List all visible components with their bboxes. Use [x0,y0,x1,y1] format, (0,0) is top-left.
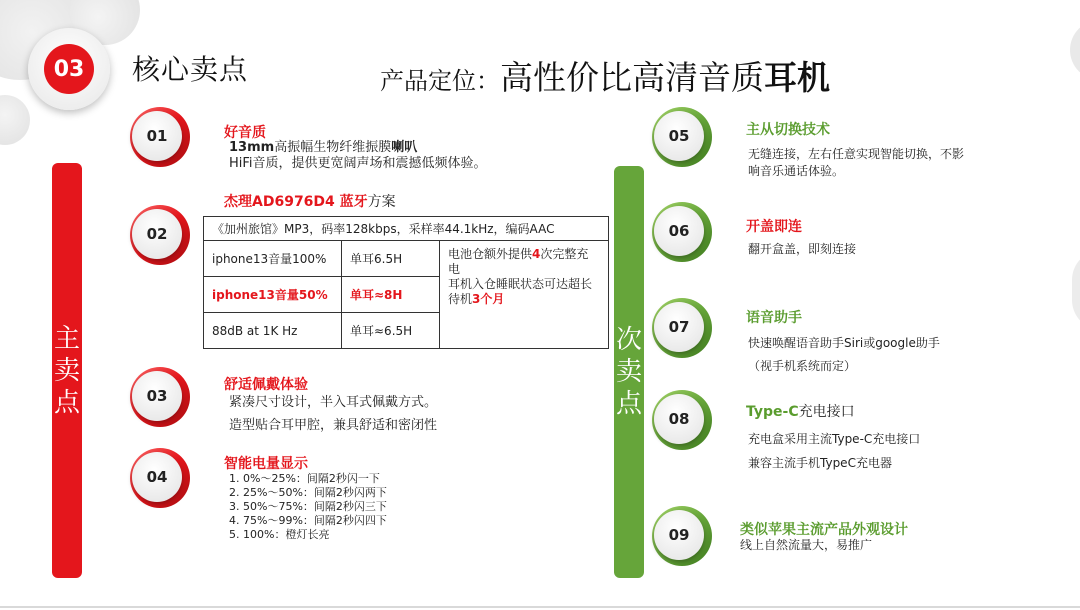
item-number-circle: 03 [130,367,190,427]
list-item: 1. 0%～25%：间隔2秒闪一下 [229,472,380,485]
item-description: 13mm高振幅生物纤维振膜喇叭 [229,140,418,155]
edge-decoration [1070,20,1080,80]
headline-prefix: 产品定位： [380,67,500,95]
item-description: 无缝连接，左右任意实现智能切换，不影 [748,147,965,161]
section-badge [28,28,110,110]
secondary-selling-points-label: 次卖点 [614,166,644,578]
item-description: 线上自然流量大，易推广 [740,538,873,552]
item-title: 类似苹果主流产品外观设计 [740,522,908,538]
item-number-circle: 01 [130,107,190,167]
footer-divider [0,606,1080,608]
item-number-circle: 05 [652,107,712,167]
item-number-circle: 07 [652,298,712,358]
list-item: 5. 100%：橙灯长亮 [229,528,330,541]
item-title: 主从切换技术 [746,122,830,138]
primary-selling-points-label: 主卖点 [52,163,82,578]
section-number: 03 [44,44,94,94]
item-title: 开盖即连 [746,219,802,235]
table-row-highlight: iphone13音量50% 单耳≈8H [204,277,609,313]
battery-note: 电池仓额外提供4次完整充电 耳机入仓睡眠状态可达超长待机3个月 [440,241,609,349]
table-header: 《加州旅馆》MP3，码率128kbps，采样率44.1kHz，编码AAC [204,217,609,241]
battery-indicator-list [229,472,387,542]
item-description: 响音乐通话体验。 [748,164,845,178]
item-description: 紧凑尺寸设计，半入耳式佩戴方式。 [229,395,438,410]
item-number-circle: 09 [652,506,712,566]
edge-decoration [1072,250,1080,330]
list-item: 2. 25%～50%：间隔2秒闪两下 [229,486,387,499]
item-title: 杰理AD6976D4 蓝牙方案 [224,194,396,210]
item-description: 翻开盒盖，即刻连接 [748,242,857,256]
item-description: （视手机系统而定） [748,359,857,373]
product-positioning-headline [380,52,830,99]
item-number-circle: 08 [652,390,712,450]
item-title: 好音质 [224,125,266,141]
item-title: Type-C充电接口 [746,404,855,420]
list-item: 3. 50%～75%：间隔2秒闪三下 [229,500,387,513]
item-description: 兼容主流手机TypeC充电器 [748,456,892,470]
item-description: HiFi音质，提供更宽阔声场和震撼低频体验。 [229,156,487,171]
headline-main: 高性价比高清音质 [500,58,764,97]
item-title: 语音助手 [746,310,802,326]
headline-bold: 耳机 [764,58,830,97]
list-item: 4. 75%～99%：间隔2秒闪四下 [229,514,387,527]
item-number-circle: 02 [130,205,190,265]
item-title: 智能电量显示 [224,456,308,472]
item-title: 舒适佩戴体验 [224,377,308,393]
item-description: 充电盒采用主流Type-C充电接口 [748,432,921,446]
corner-decoration [0,95,30,145]
table-row: 88dB at 1K Hz 单耳≈6.5H [204,313,609,349]
item-number-circle: 04 [130,448,190,508]
item-number-circle: 06 [652,202,712,262]
section-title: 核心卖点 [132,53,249,86]
table-row: iphone13音量100% 单耳6.5H 电池仓额外提供4次完整充电 耳机入仓睡眠状态可达超长待机3个月 [204,241,609,277]
item-description: 造型贴合耳甲腔，兼具舒适和密闭性 [229,418,438,433]
item-description: 快速唤醒语音助手Siri或google助手 [748,336,940,350]
battery-spec-table [203,216,609,349]
